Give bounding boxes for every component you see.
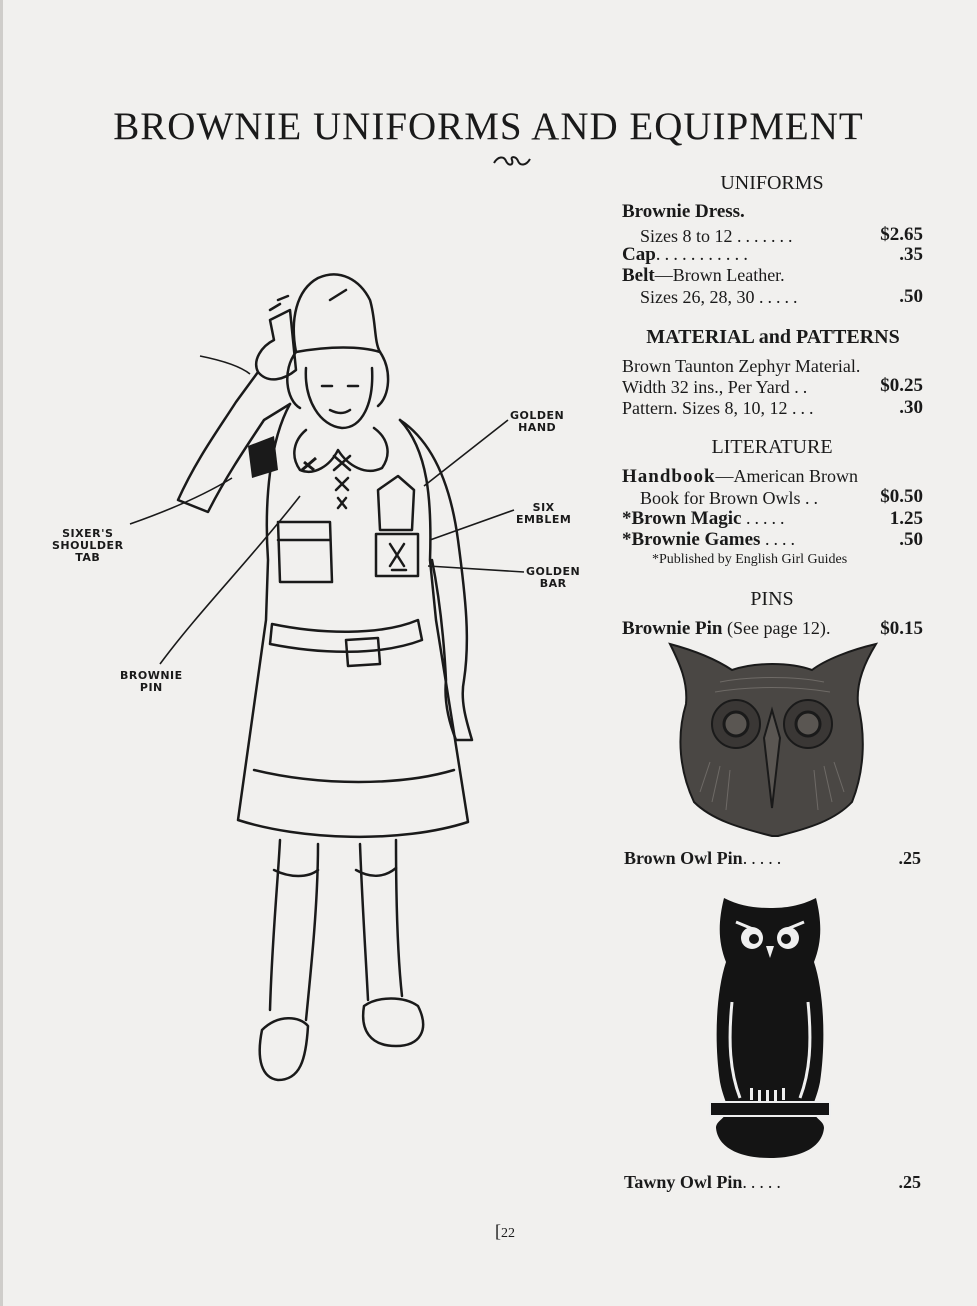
list-item: Sizes 26, 28, 30 ..... (640, 287, 802, 307)
cap-price: .35 (899, 244, 923, 265)
material-price: $0.25 (880, 375, 923, 396)
tawny-owl-pin-icon (710, 892, 830, 1160)
brown-owl-pin-icon (660, 642, 884, 838)
brown-magic-price: 1.25 (889, 508, 923, 529)
list-item: *Brownie Games .... (622, 529, 799, 550)
brownie-games-label: *Brownie Games (622, 529, 761, 550)
list-item: Brownie Pin (See page 12). (622, 618, 831, 639)
pattern-price: .30 (899, 397, 923, 418)
belt-price: .50 (899, 286, 923, 307)
page-number: [22 (495, 1221, 515, 1241)
brown-owl-pin-label: Brown Owl Pin (624, 848, 743, 868)
pins-heading: PINS (750, 588, 794, 610)
label-line: GOLDEN (510, 409, 565, 422)
brown-magic-label: *Brown Magic (622, 508, 742, 529)
label-line: EMBLEM (516, 513, 572, 526)
label-line: HAND (518, 421, 557, 434)
material-heading: MATERIAL and PATTERNS (646, 326, 900, 348)
literature-note: *Published by English Girl Guides (652, 552, 848, 567)
brownie-pin-label: Brownie Pin (622, 618, 723, 639)
label-line: TAB (75, 551, 101, 564)
handbook-line-2: Book for Brown Owls (640, 488, 801, 508)
handbook-price: $0.50 (880, 486, 923, 507)
brownie-pin-ref: (See page 12) (726, 618, 826, 638)
list-item: Cap........... (622, 244, 753, 265)
label-golden-bar (526, 566, 580, 590)
dress-price: $2.65 (880, 224, 923, 245)
belt-label: Belt (622, 265, 655, 286)
handbook-label: Handbook (622, 466, 716, 487)
list-item (622, 466, 858, 488)
list-item: Brown Owl Pin..... (624, 848, 786, 868)
material-line-2: Width 32 ins., Per Yard (622, 377, 790, 397)
handbook-desc: —American Brown (715, 466, 859, 486)
list-item (622, 265, 785, 287)
label-brownie-pin (120, 670, 183, 694)
brownie-pin-price: $0.15 (880, 618, 923, 639)
label-line: BROWNIE (120, 669, 183, 682)
tawny-owl-pin-price: .25 (898, 1172, 921, 1192)
belt-desc: —Brown Leather. (654, 265, 785, 285)
brownie-dress-label: Brownie Dress. (622, 201, 745, 222)
brownie-games-price: .50 (899, 529, 923, 550)
brown-owl-pin-price: .25 (898, 848, 921, 868)
label-six-emblem (516, 502, 571, 526)
list-item: *Brown Magic ..... (622, 508, 789, 529)
material-line-1: Brown Taunton Zephyr Material. (622, 356, 861, 376)
dress-sizes: Sizes 8 to 12 (640, 226, 733, 246)
list-item: Pattern. Sizes 8, 10, 12 ... (622, 398, 818, 418)
label-line: GOLDEN (526, 565, 581, 578)
list-item: Tawny Owl Pin..... (624, 1172, 785, 1192)
belt-sizes: Sizes 26, 28, 30 (640, 287, 755, 307)
label-sixers-shoulder-tab (52, 528, 124, 564)
tawny-owl-pin-label: Tawny Owl Pin (624, 1172, 743, 1192)
list-item: Width 32 ins., Per Yard .. (622, 377, 812, 397)
material-line-3: Pattern. Sizes 8, 10, 12 (622, 398, 788, 418)
uniforms-heading: UNIFORMS (720, 172, 824, 194)
label-line: PIN (139, 681, 163, 694)
label-line: SIXER'S (62, 527, 114, 540)
page-number-value: 22 (501, 1226, 515, 1241)
cap-label: Cap (622, 244, 656, 265)
label-line: SIX (532, 501, 555, 514)
label-golden-hand (510, 410, 564, 434)
literature-heading: LITERATURE (711, 436, 833, 458)
label-line: BAR (539, 577, 567, 590)
list-item: Sizes 8 to 12 ....... (640, 226, 797, 246)
list-item: Book for Brown Owls .. (640, 488, 822, 508)
page-title: BROWNIE UNIFORMS AND EQUIPMENT (113, 105, 864, 148)
label-line: SHOULDER (52, 539, 124, 552)
